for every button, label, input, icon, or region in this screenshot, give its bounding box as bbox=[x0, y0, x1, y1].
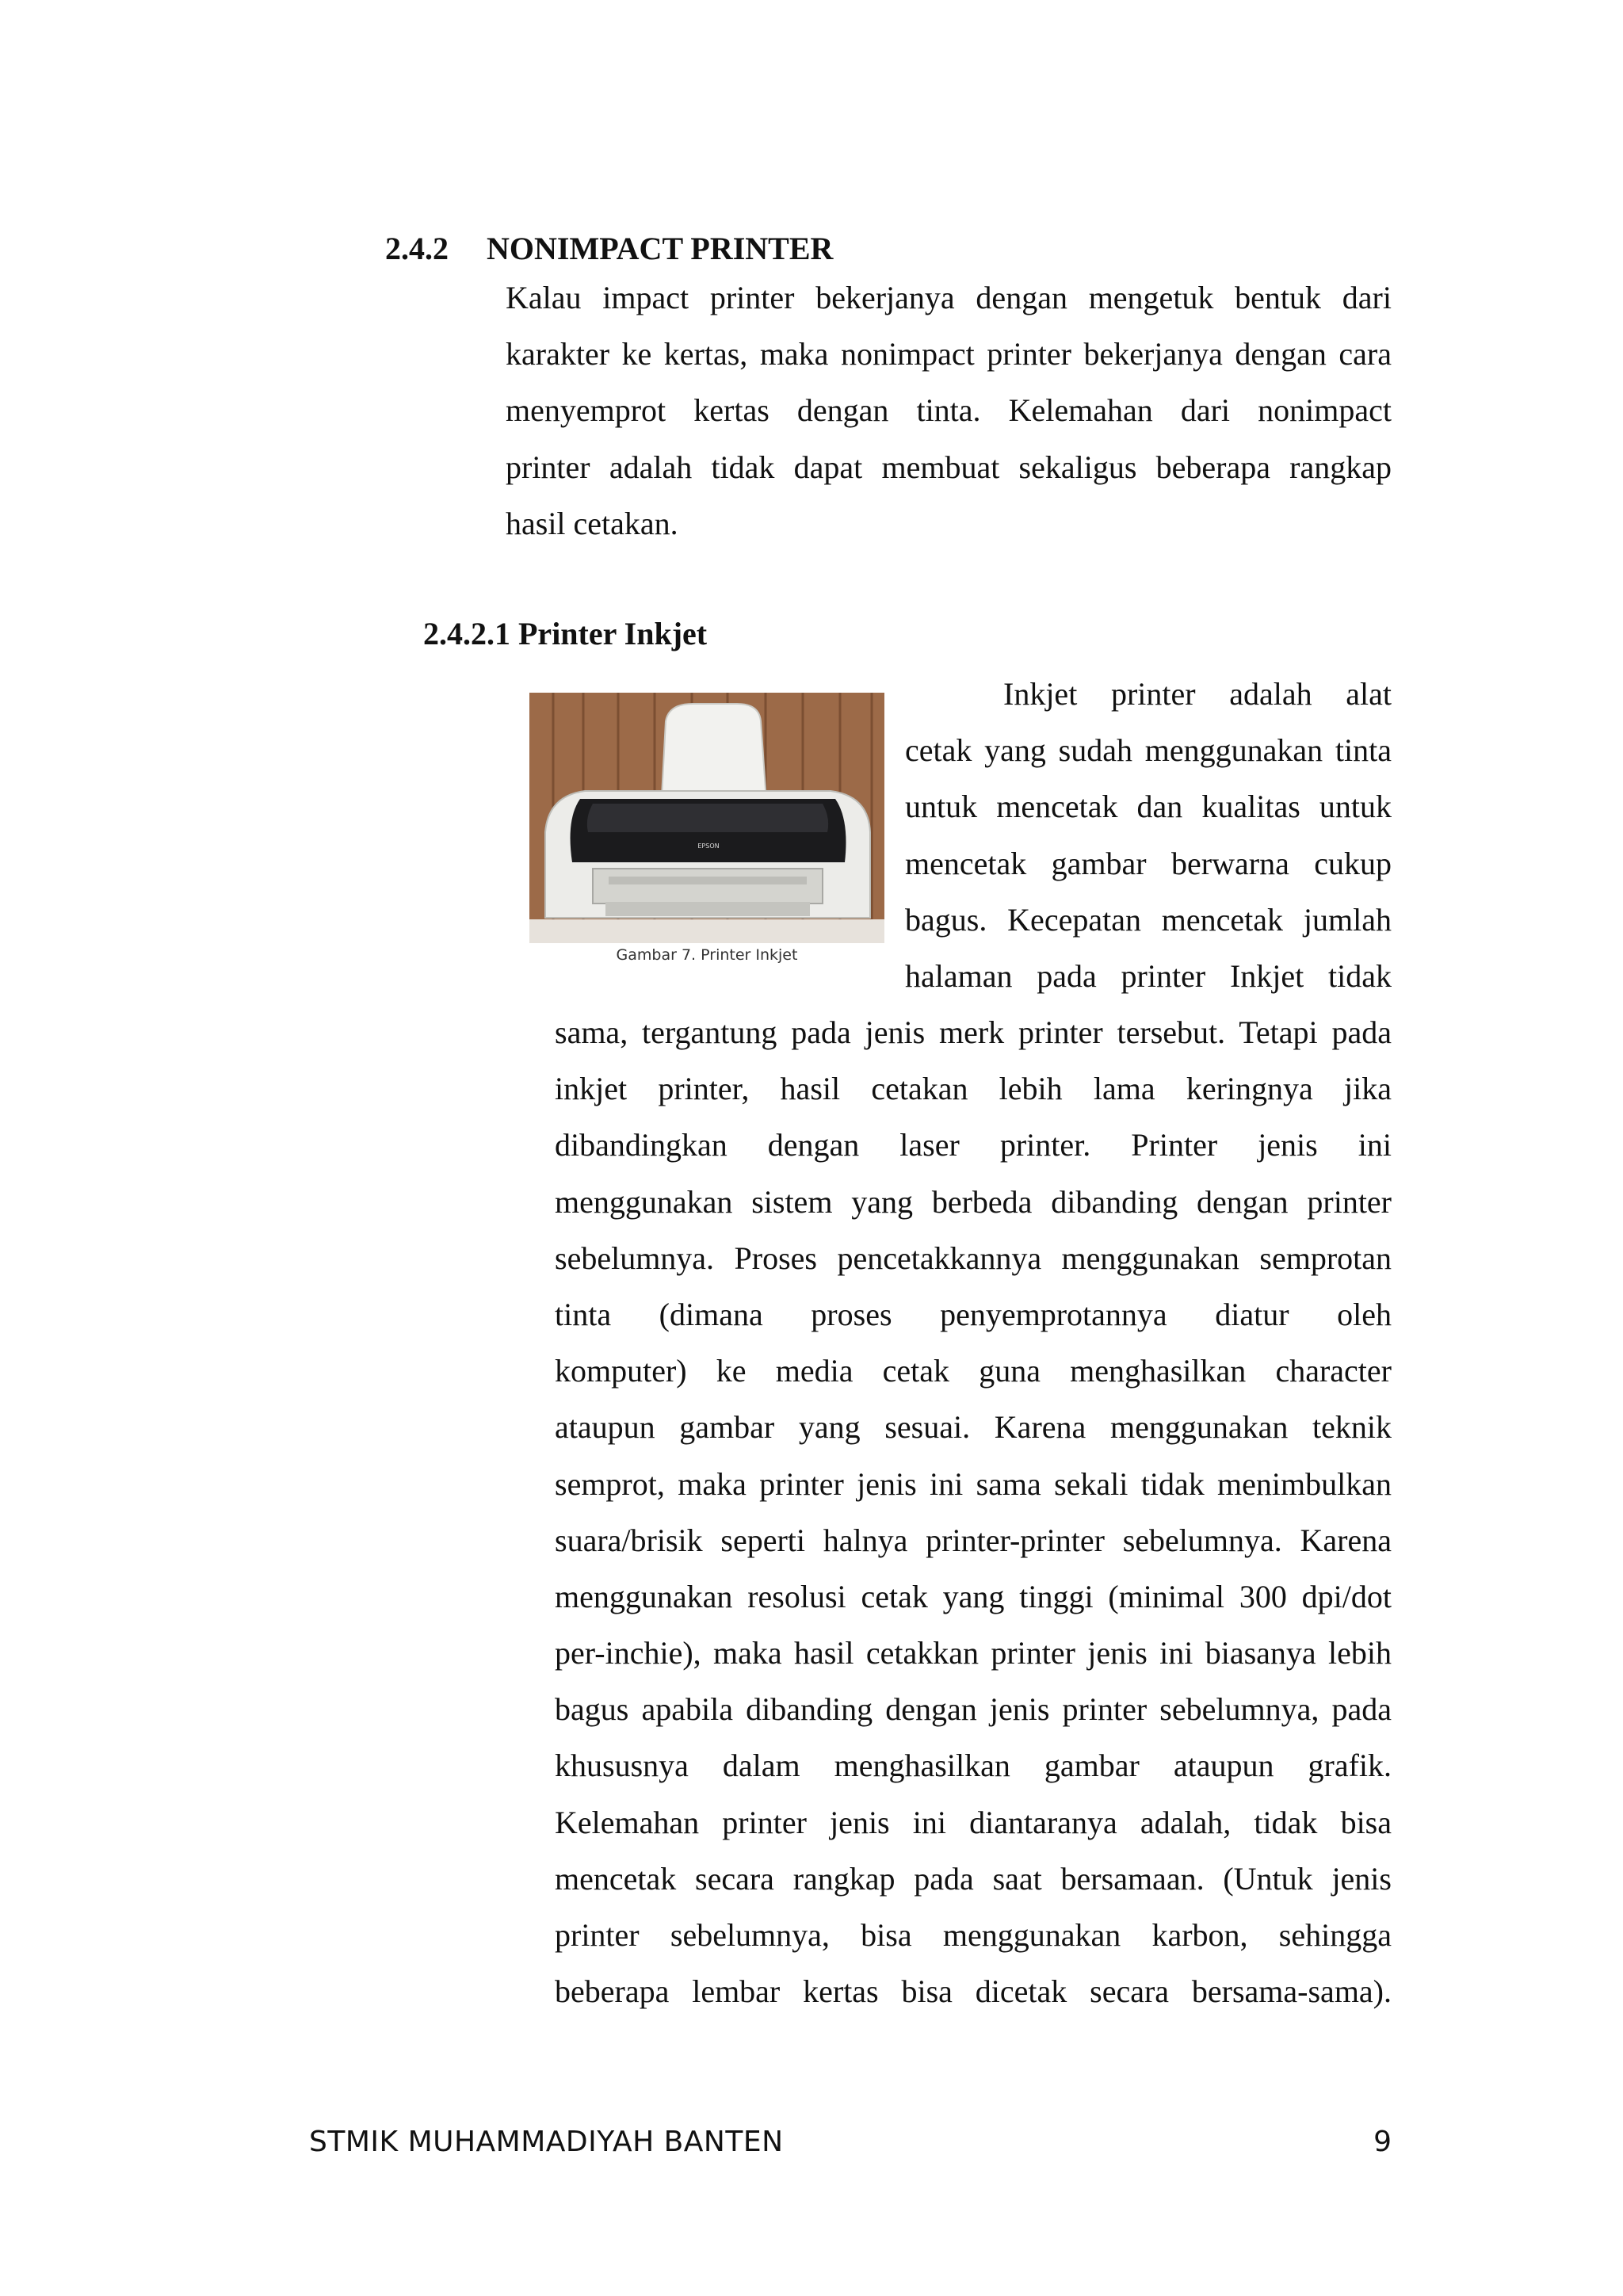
text-line: tinta (dimana proses penyemprotannya diatur oleh bbox=[555, 1296, 1392, 1332]
text-line: mencetak gambar berwarna cukup bbox=[905, 845, 1392, 881]
inkjet-wrap-paragraph bbox=[905, 666, 1392, 1004]
text-line: khususnya dalam menghasilkan gambar ataupun grafik. bbox=[555, 1748, 1392, 1784]
intro-paragraph bbox=[506, 269, 1392, 552]
figure-caption: Gambar 7. Printer Inkjet bbox=[616, 946, 798, 964]
footer-institution: STMIK MUHAMMADIYAH BANTEN bbox=[309, 2126, 784, 2158]
footer-page-number: 9 bbox=[1373, 2126, 1392, 2158]
subsection-heading: 2.4.2.1 Printer Inkjet bbox=[423, 616, 708, 651]
text-line: printer adalah tidak dapat membuat sekaligus beberapa rangkap bbox=[506, 449, 1392, 485]
text-line: dibandingkan dengan laser printer. Printer jenis ini bbox=[555, 1127, 1392, 1163]
text-line: ataupun gambar yang sesuai. Karena menggunakan teknik bbox=[555, 1409, 1392, 1446]
text-line: mencetak secara rangkap pada saat bersamaan. (Untuk jenis bbox=[555, 1860, 1392, 1897]
text-line: bagus apabila dibanding dengan jenis printer sebelumnya, pada bbox=[555, 1691, 1392, 1728]
text-line: inkjet printer, hasil cetakan lebih lama keringnya jika bbox=[555, 1071, 1392, 1107]
text-line: Inkjet printer adalah alat bbox=[1003, 676, 1392, 712]
text-line: Kelemahan printer jenis ini diantaranya adalah, tidak bisa bbox=[555, 1804, 1392, 1840]
text-line: menggunakan sistem yang berbeda dibanding dengan printer bbox=[555, 1183, 1392, 1220]
text-line: sama, tergantung pada jenis merk printer tersebut. Tetapi pada bbox=[555, 1014, 1392, 1050]
text-line: printer sebelumnya, bisa menggunakan karbon, sehingga bbox=[555, 1917, 1392, 1953]
text-line: halaman pada printer Inkjet tidak bbox=[905, 957, 1392, 994]
text-line: menggunakan resolusi cetak yang tinggi (minimal 300 dpi/dot bbox=[555, 1578, 1392, 1614]
text-line: menyemprot kertas dengan tinta. Kelemahan dari nonimpact bbox=[506, 392, 1392, 429]
text-line: cetak yang sudah menggunakan tinta bbox=[905, 732, 1392, 769]
printer-brand-label: EPSON bbox=[697, 842, 720, 850]
text-line: per-inchie), maka hasil cetakkan printer jenis ini biasanya lebih bbox=[555, 1635, 1392, 1671]
text-line: untuk mencetak dan kualitas untuk bbox=[905, 789, 1392, 825]
section-number: 2.4.2 bbox=[385, 231, 449, 266]
text-line: suara/brisik seperti halnya printer-printer sebelumnya. Karena bbox=[555, 1522, 1392, 1558]
inkjet-body-paragraph bbox=[555, 1004, 1392, 2019]
section-heading bbox=[385, 230, 833, 267]
text-line: sebelumnya. Proses pencetakkannya menggunakan semprotan bbox=[555, 1240, 1392, 1276]
text-line: beberapa lembar kertas bisa dicetak secara bersama-sama). bbox=[555, 1973, 1392, 2010]
text-line: karakter ke kertas, maka nonimpact printer bekerjanya dengan cara bbox=[506, 336, 1392, 372]
text-line: bagus. Kecepatan mencetak jumlah bbox=[905, 901, 1392, 938]
text-line: hasil cetakan. bbox=[506, 505, 678, 541]
inkjet-printer-image bbox=[529, 693, 884, 943]
section-title: NONIMPACT PRINTER bbox=[487, 231, 834, 266]
text-line: semprot, maka printer jenis ini sama sekali tidak menimbulkan bbox=[555, 1465, 1392, 1502]
text-line: komputer) ke media cetak guna menghasilkan character bbox=[555, 1353, 1392, 1389]
printer-figure bbox=[529, 693, 884, 981]
text-line: Kalau impact printer bekerjanya dengan mengetuk bentuk dari bbox=[506, 280, 1392, 315]
